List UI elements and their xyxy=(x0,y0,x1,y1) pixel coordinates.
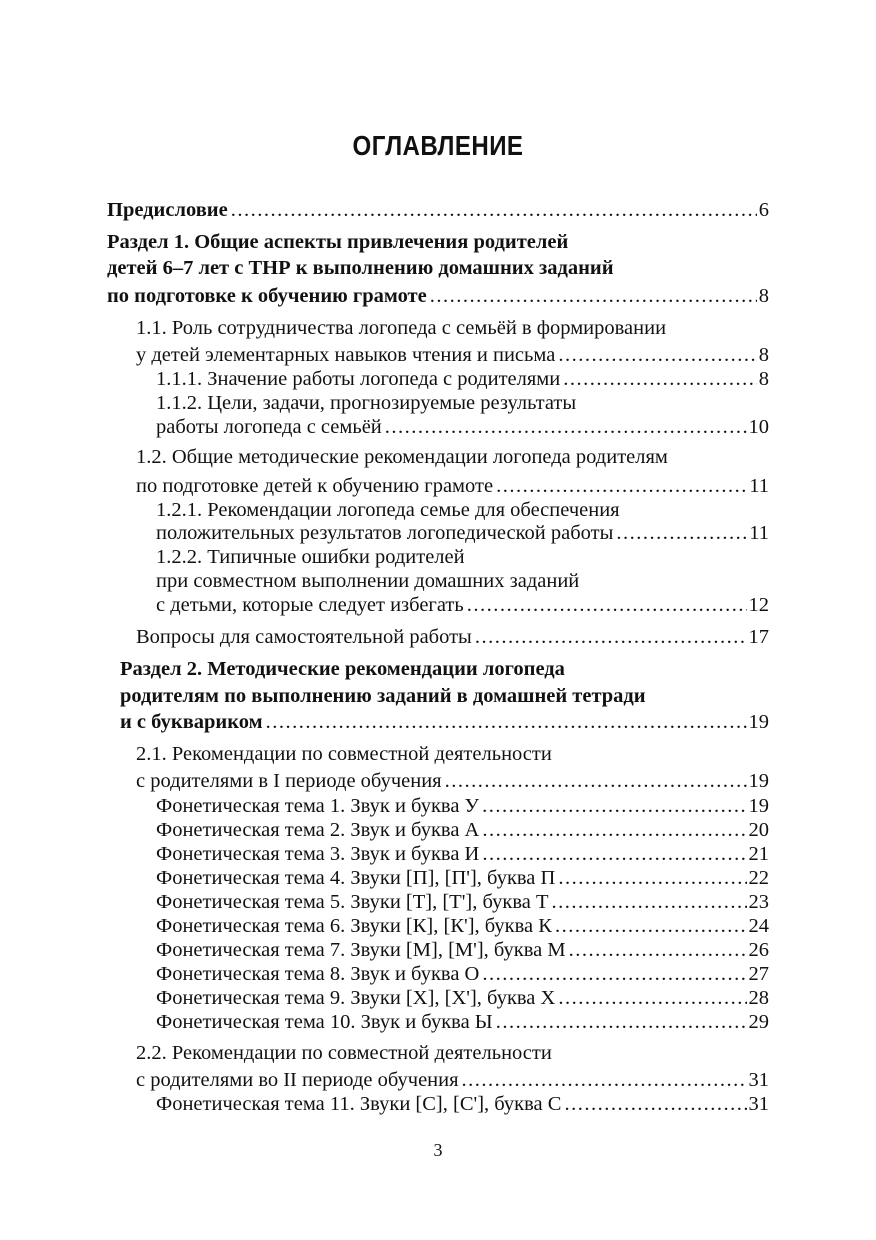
toc-entry-theme[interactable] xyxy=(156,1091,769,1117)
toc-subsection-line: 1.2.2. Типичные ошибки родителей xyxy=(156,546,465,568)
toc-leader-dots xyxy=(496,1009,747,1035)
toc-leader-dots xyxy=(558,985,746,1011)
toc-entry-theme[interactable] xyxy=(156,937,769,963)
toc-leader-dots xyxy=(385,414,747,440)
toc-page-number: 12 xyxy=(748,594,769,616)
toc-entry-section2[interactable] xyxy=(120,709,769,735)
toc-entry-title: Фонетическая тема 3. Звук и буква И xyxy=(156,843,480,865)
toc-leader-dots xyxy=(482,793,746,819)
toc-entry-section1[interactable] xyxy=(107,283,769,309)
toc-leader-dots xyxy=(496,473,747,499)
toc-page-number: 23 xyxy=(748,891,769,913)
toc-leader-dots xyxy=(482,961,746,987)
toc-subsection-line: 1.1.2. Цели, задачи, прогнозируемые результаты xyxy=(156,392,577,414)
toc-leader-dots xyxy=(563,366,757,392)
toc-entry-title: по подготовке детей к обучению грамоте xyxy=(136,475,494,497)
toc-subsection-line: 1.2.1. Рекомендации логопеда семье для обеспечения xyxy=(156,499,620,521)
toc-page-number: 8 xyxy=(758,368,769,390)
toc-entry-title: Фонетическая тема 4. Звуки [П], [П'], буква П xyxy=(156,867,556,889)
toc-entry-theme[interactable] xyxy=(156,889,769,915)
toc-page-number: 19 xyxy=(748,795,769,817)
toc-section2-line: родителям по выполнению заданий в домашней тетради xyxy=(120,685,646,707)
toc-entry-theme[interactable] xyxy=(156,985,769,1011)
toc-page-number: 19 xyxy=(748,711,769,733)
toc-entry-title: Предисловие xyxy=(107,199,228,221)
toc-leader-dots xyxy=(445,768,747,794)
page-number: 3 xyxy=(433,1140,443,1160)
toc-page-number: 26 xyxy=(748,939,769,961)
toc-entry-title: с родителями во II периоде обучения xyxy=(136,1069,459,1091)
toc-page-number: 11 xyxy=(749,475,769,497)
toc-leader-dots xyxy=(564,1091,746,1117)
toc-page-number: 31 xyxy=(748,1069,769,1091)
toc-entry-title: Фонетическая тема 8. Звук и буква О xyxy=(156,963,480,985)
toc-entry-title: Фонетическая тема 9. Звуки [Х], [Х'], буква Х xyxy=(156,987,556,1009)
toc-entry-theme[interactable] xyxy=(156,793,769,819)
toc-page-number: 8 xyxy=(758,285,769,307)
toc-leader-dots xyxy=(482,817,746,843)
toc-leader-dots xyxy=(482,841,746,867)
toc-page-number: 11 xyxy=(749,522,769,544)
toc-page-number: 17 xyxy=(748,626,769,648)
toc-page-number: 24 xyxy=(748,915,769,937)
toc-entry-title: положительных результатов логопедической работы xyxy=(156,522,614,544)
toc-entry-questions[interactable] xyxy=(136,624,769,650)
toc-entry-title: Фонетическая тема 2. Звук и буква А xyxy=(156,819,480,841)
toc-leader-dots xyxy=(462,1067,747,1093)
toc-entry-theme[interactable] xyxy=(156,913,769,939)
toc-entry-1-2-1[interactable] xyxy=(156,520,769,546)
toc-entry-title: Фонетическая тема 10. Звук и буква Ы xyxy=(156,1011,493,1033)
toc-subsection-line: при совместном выполнении домашних заданий xyxy=(156,570,580,592)
toc-entry-1-1[interactable] xyxy=(136,342,769,368)
toc-entry-1-2-2[interactable] xyxy=(156,592,769,618)
toc-entry-1-1-2[interactable] xyxy=(156,414,769,440)
toc-entry-title: Фонетическая тема 5. Звуки [Т], [Т'], буква Т xyxy=(156,891,549,913)
toc-section1-line: детей 6–7 лет с ТНР к выполнению домашних заданий xyxy=(107,257,614,279)
toc-entry-1-1-1[interactable] xyxy=(156,366,769,392)
toc-subsection-line: 2.2. Рекомендации по совместной деятельности xyxy=(136,1042,552,1064)
toc-leader-dots xyxy=(430,283,757,309)
toc-entry-theme[interactable] xyxy=(156,817,769,843)
toc-page-number: 21 xyxy=(748,843,769,865)
toc-entry-theme[interactable] xyxy=(156,865,769,891)
toc-leader-dots xyxy=(555,913,747,939)
toc-entry-2-2[interactable] xyxy=(136,1067,769,1093)
toc-subsection-line: 2.1. Рекомендации по совместной деятельности xyxy=(136,743,552,765)
toc-page-number: 10 xyxy=(748,416,769,438)
toc-entry-title: с родителями в I периоде обучения xyxy=(136,770,442,792)
toc-page-number: 19 xyxy=(748,770,769,792)
toc-entry-1-2[interactable] xyxy=(136,473,769,499)
toc-page-number: 20 xyxy=(748,819,769,841)
toc-section1-line: Раздел 1. Общие аспекты привлечения родителей xyxy=(107,231,569,253)
toc-entry-title: с детьми, которые следует избегать xyxy=(156,594,464,616)
toc-leader-dots xyxy=(552,889,747,915)
page-title: ОГЛАВЛЕНИЕ xyxy=(352,130,524,161)
toc-page-number: 28 xyxy=(748,987,769,1009)
toc-leader-dots xyxy=(266,709,747,735)
toc-leader-dots xyxy=(475,624,747,650)
toc-entry-preface[interactable] xyxy=(107,197,769,223)
toc-entry-theme[interactable] xyxy=(156,961,769,987)
toc-page-number: 31 xyxy=(748,1093,769,1115)
toc-page-number: 6 xyxy=(758,199,769,221)
toc-entry-title: 1.1.1. Значение работы логопеда с родителями xyxy=(156,368,561,390)
toc-entry-title: и с буквариком xyxy=(120,711,263,733)
toc-leader-dots xyxy=(231,197,757,223)
toc-entry-title: Фонетическая тема 11. Звуки [С], [С'], буква С xyxy=(156,1093,562,1115)
toc-subsection-line: 1.1. Роль сотрудничества логопеда с семьёй в формировании xyxy=(136,317,667,339)
toc-leader-dots xyxy=(558,342,756,368)
toc-entry-title: Фонетическая тема 7. Звуки [М], [М'], буква М xyxy=(156,939,566,961)
toc-page-number: 29 xyxy=(748,1011,769,1033)
toc-entry-title: Фонетическая тема 6. Звуки [К], [К'], буква К xyxy=(156,915,552,937)
toc-entry-title: у детей элементарных навыков чтения и письма xyxy=(136,344,556,366)
toc-subsection-line: 1.2. Общие методические рекомендации логопеда родителям xyxy=(136,446,668,468)
toc-page-number: 22 xyxy=(748,867,769,889)
toc-leader-dots xyxy=(569,937,747,963)
toc-entry-title: работы логопеда с семьёй xyxy=(156,416,382,438)
toc-entry-theme[interactable] xyxy=(156,841,769,867)
toc-leader-dots xyxy=(558,865,746,891)
toc-leader-dots xyxy=(467,592,747,618)
toc-entry-theme[interactable] xyxy=(156,1009,769,1035)
toc-entry-title: Вопросы для самостоятельной работы xyxy=(136,626,472,648)
toc-entry-2-1[interactable] xyxy=(136,768,769,794)
toc-page-number: 27 xyxy=(748,963,769,985)
toc-entry-title: Фонетическая тема 1. Звук и буква У xyxy=(156,795,480,817)
toc-entry-title: по подготовке к обучению грамоте xyxy=(107,285,427,307)
toc-page-number: 8 xyxy=(758,344,769,366)
toc-section2-line: Раздел 2. Методические рекомендации логопеда xyxy=(120,658,565,680)
toc-leader-dots xyxy=(616,520,747,546)
